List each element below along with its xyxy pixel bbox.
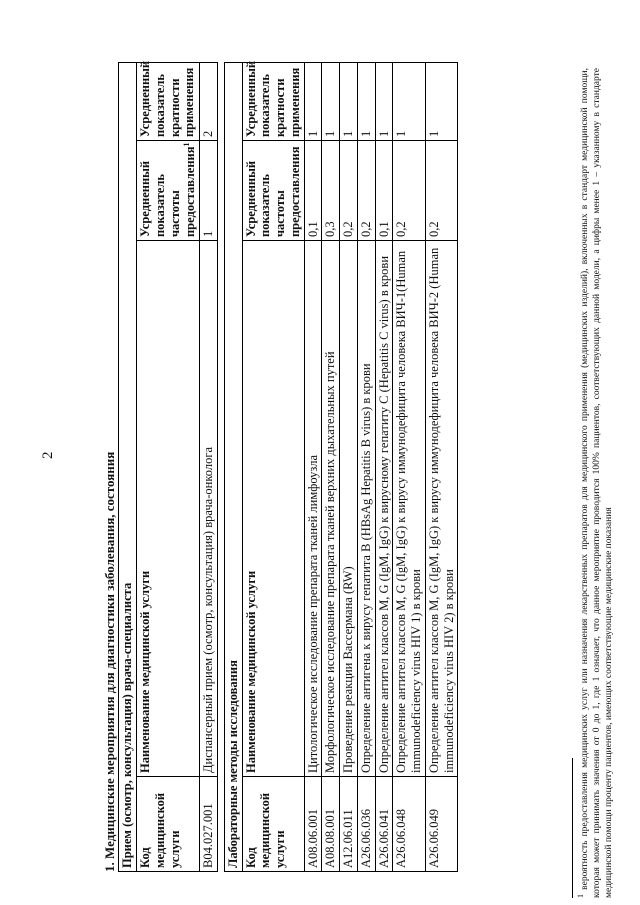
cell-name: Определение антител классов M, G (IgM, IgG) к вирусу иммунодефицита человека ВИЧ-1(Human immunodeficiency virus HIV 1) в крови [393, 241, 426, 777]
table-row [393, 63, 426, 872]
header-frequency: Усредненный показатель частоты предоставления [242, 141, 304, 241]
footnote-divider [572, 758, 573, 898]
cell-name: Определение антигена к вирусу гепатита B (HBsAg Hepatitis B virus) в крови [357, 241, 375, 777]
cell-name: Морфологическое исследование препарата тканей верхних дыхательных путей [322, 241, 340, 777]
header-multiplicity: Усредненный показатель кратности применения [242, 63, 304, 141]
cell-multiplicity: 1 [340, 63, 358, 141]
table-row [425, 63, 458, 872]
cell-name: Цитологическое исследование препарата тканей лимфоузла [304, 241, 322, 777]
cell-code: A08.08.001 [322, 777, 340, 872]
header-code: Код медицинской услуги [242, 777, 304, 872]
cell-name: Проведение реакции Вассермана (RW) [340, 241, 358, 777]
cell-code: A26.06.049 [425, 777, 458, 872]
cell-name: Определение антител классов M, G (IgM, IgG) к вирусу иммунодефицита человека ВИЧ-2 (Human immunodeficiency virus HIV 2) в крови [425, 241, 458, 777]
section-title: Лабораторные методы исследования [224, 63, 242, 872]
footnote-text: вероятность предоставления медицинских услуг или назначения лекарственных препаратов для медицинского применения (медицинских изделий), включенных в стандарт медицинской помощи, которая может принимать значения от 0 до 1, где 1 означает, что данное мероприятие проводится 100% пациентов, соответствующих данной модели, а цифры менее 1 – указанному в стандарте медицинской помощи проценту пациентов, имеющих соответствующие медицинские показания [580, 68, 614, 898]
table-row [322, 63, 340, 872]
cell-frequency: 1 [200, 141, 218, 241]
page-number: 2 [40, 451, 56, 459]
cell-frequency: 0,3 [322, 141, 340, 241]
cell-frequency: 0,2 [393, 141, 426, 241]
laboratory-table [224, 62, 459, 872]
header-name: Наименование медицинской услуги [242, 241, 304, 777]
header-name: Наименование медицинской услуги [137, 241, 200, 777]
table-row [304, 63, 322, 872]
cell-name: Диспансерный прием (осмотр, консультация) врача-онколога [200, 241, 218, 777]
cell-frequency: 0,2 [340, 141, 358, 241]
cell-multiplicity: 1 [393, 63, 426, 141]
cell-frequency: 0,2 [425, 141, 458, 241]
section-heading: 1. Медицинские мероприятия для диагностики заболевания, состояния [102, 451, 117, 872]
table-row [200, 63, 218, 872]
cell-multiplicity: 2 [200, 63, 218, 141]
cell-multiplicity: 1 [304, 63, 322, 141]
cell-code: B04.027.001 [200, 777, 218, 872]
cell-code: A26.06.048 [393, 777, 426, 872]
header-code: Код медицинской услуги [137, 777, 200, 872]
cell-code: A26.06.036 [357, 777, 375, 872]
cell-code: A12.06.011 [340, 777, 358, 872]
cell-code: A08.06.001 [304, 777, 322, 872]
cell-code: A26.06.041 [375, 777, 393, 872]
table-row [340, 63, 358, 872]
cell-frequency: 0,1 [304, 141, 322, 241]
cell-frequency: 0,2 [357, 141, 375, 241]
header-frequency: Усредненный показатель частоты предоставления$^1$ [137, 141, 200, 241]
footnote-marker: 1 [576, 894, 585, 898]
cell-multiplicity: 1 [375, 63, 393, 141]
table-row [357, 63, 375, 872]
cell-name: Определение антител классов M, G (IgM, IgG) к вирусному гепатиту C (Hepatitis C virus) в крови [375, 241, 393, 777]
table-row [375, 63, 393, 872]
cell-frequency: 0,1 [375, 141, 393, 241]
cell-multiplicity: 1 [357, 63, 375, 141]
cell-multiplicity: 1 [425, 63, 458, 141]
cell-multiplicity: 1 [322, 63, 340, 141]
header-multiplicity: Усредненный показатель кратности применения [137, 63, 200, 141]
section-title: Прием (осмотр, консультация) врача-специалиста [119, 63, 137, 872]
standard-content [102, 62, 458, 872]
consultation-table [118, 62, 218, 872]
footnote [572, 68, 616, 898]
